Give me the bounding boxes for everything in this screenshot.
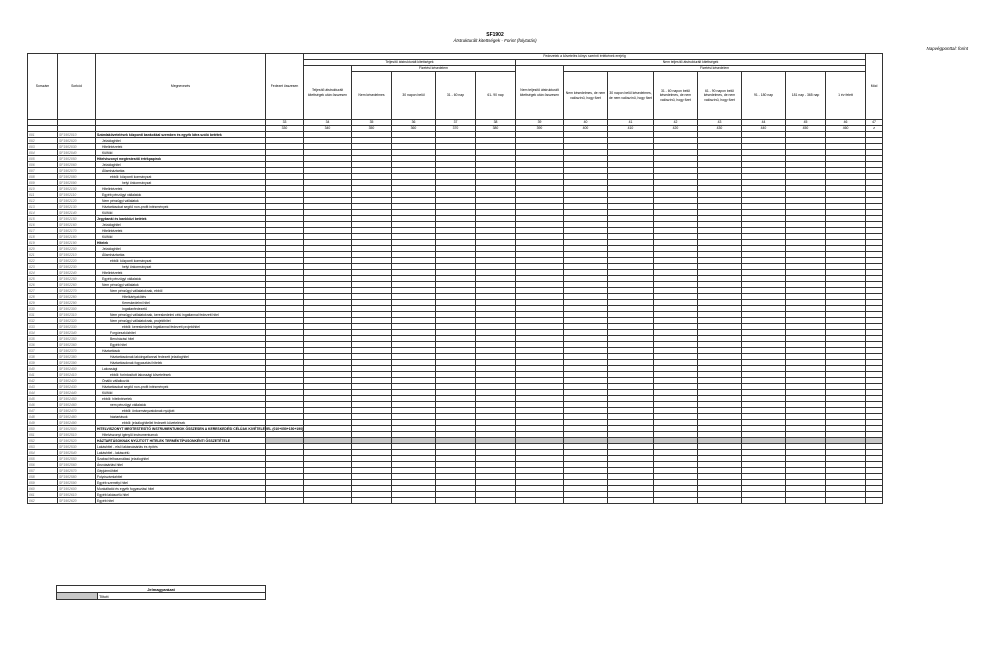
row-code: SF1902390 bbox=[58, 360, 96, 366]
row-number: 013 bbox=[28, 204, 58, 210]
data-cell bbox=[654, 498, 698, 504]
row-number: 025 bbox=[28, 276, 58, 282]
report-code: SF1902 bbox=[486, 32, 504, 38]
row-code: SF1902170 bbox=[58, 228, 96, 234]
col-code: 420 bbox=[654, 126, 698, 132]
row-number: 041 bbox=[28, 372, 58, 378]
col-number: 37 bbox=[436, 120, 476, 126]
data-cell bbox=[436, 498, 476, 504]
row-label: helyi önkormányzat bbox=[96, 180, 266, 186]
row-code: SF1902500 bbox=[58, 426, 96, 432]
header-sorszam: Sorszám bbox=[28, 54, 58, 120]
row-label: Külföld bbox=[96, 234, 266, 240]
row-code: SF1902190 bbox=[58, 240, 96, 246]
col-code: 430 bbox=[698, 126, 742, 132]
row-label: Hitelviszonyt megtestesítő értékpapírok bbox=[96, 156, 266, 162]
row-code: SF1902460 bbox=[58, 402, 96, 408]
row-code: SF1902380 bbox=[58, 354, 96, 360]
row-label: Külföld bbox=[96, 210, 266, 216]
col-number: 42 bbox=[654, 120, 698, 126]
col-code: 340 bbox=[304, 126, 352, 132]
header-c45: 181 nap - 365 nap bbox=[786, 72, 826, 120]
row-code: SF1902060 bbox=[58, 162, 96, 168]
row-number: 044 bbox=[28, 390, 58, 396]
row-number: 045 bbox=[28, 396, 58, 402]
header-c46: 1 év felett bbox=[826, 72, 866, 120]
row-code: SF1902090 bbox=[58, 180, 96, 186]
row-code: SF1902120 bbox=[58, 198, 96, 204]
header-megnevezes: Megnevezés bbox=[96, 54, 266, 120]
row-label: ebből: kereskedelmi ingatlannal fedezett projekthitel bbox=[96, 324, 266, 330]
row-number: 052 bbox=[28, 438, 58, 444]
row-code: SF1902410 bbox=[58, 372, 96, 378]
row-number: 007 bbox=[28, 168, 58, 174]
row-code: SF1902340 bbox=[58, 330, 96, 336]
row-label: Háztartásokat segítő non-profit intézmények bbox=[96, 384, 266, 390]
row-code: SF1902240 bbox=[58, 270, 96, 276]
col-code: 350 bbox=[352, 126, 392, 132]
row-code: SF1902140 bbox=[58, 210, 96, 216]
row-label: Ingatlanfedezetű bbox=[96, 306, 266, 312]
row-code: SF1902070 bbox=[58, 168, 96, 174]
row-number: 028 bbox=[28, 294, 58, 300]
row-code: SF1902540 bbox=[58, 450, 96, 456]
row-label: Jelzáloghitel bbox=[96, 162, 266, 168]
row-label: ebből: hitelintézetek bbox=[96, 396, 266, 402]
row-label: Folyószámlahitel bbox=[96, 474, 266, 480]
row-label: Egyéb lakáscélú hitel bbox=[96, 492, 266, 498]
row-number: 003 bbox=[28, 144, 58, 150]
row-label: helyi önkormányzat bbox=[96, 264, 266, 270]
col-code: z bbox=[866, 126, 883, 132]
row-label: ebből: központi kormányzat bbox=[96, 174, 266, 180]
header-c34: Teljesítő átstrukturált kitettségek után összesen bbox=[304, 66, 352, 120]
row-number: 020 bbox=[28, 246, 58, 252]
row-number: 015 bbox=[28, 216, 58, 222]
row-label: Önálló vállalkozók bbox=[96, 378, 266, 384]
data-cell bbox=[786, 498, 826, 504]
row-number: 030 bbox=[28, 306, 58, 312]
row-number: 047 bbox=[28, 408, 58, 414]
row-code: SF1902530 bbox=[58, 444, 96, 450]
row-number: 022 bbox=[28, 258, 58, 264]
row-code: SF1902580 bbox=[58, 474, 96, 480]
row-number: 027 bbox=[28, 288, 58, 294]
row-code: SF1902080 bbox=[58, 174, 96, 180]
row-label: ebből: önkormányzatoknak nyújtott bbox=[96, 408, 266, 414]
row-code: SF1902270 bbox=[58, 288, 96, 294]
row-code: SF1902220 bbox=[58, 258, 96, 264]
header-fizetesi-a: Fizetési késedelem bbox=[352, 66, 516, 72]
col-number: 46 bbox=[826, 120, 866, 126]
row-label: Államháztartás bbox=[96, 252, 266, 258]
row-label: Jelzáloghitel bbox=[96, 138, 266, 144]
row-label: Háztartásoknak fogyasztási hitelek bbox=[96, 360, 266, 366]
col-number: 38 bbox=[476, 120, 516, 126]
col-code: 380 bbox=[476, 126, 516, 132]
row-number: 039 bbox=[28, 360, 58, 366]
col-number: 33 bbox=[266, 120, 304, 126]
row-number: 024 bbox=[28, 270, 58, 276]
legend-gray-swatch bbox=[57, 593, 98, 600]
row-number: 058 bbox=[28, 474, 58, 480]
row-code: SF1902280 bbox=[58, 294, 96, 300]
row-number: 005 bbox=[28, 156, 58, 162]
row-code: SF1902520 bbox=[58, 438, 96, 444]
header-c36: 30 napon belül bbox=[392, 72, 436, 120]
col-number: 35 bbox=[352, 120, 392, 126]
header-group-nonperforming: Nem teljesítő átstrukturált kitettségek bbox=[516, 60, 866, 66]
row-number: 042 bbox=[28, 378, 58, 384]
col-number: 39 bbox=[516, 120, 564, 126]
row-number: 014 bbox=[28, 210, 58, 216]
col-number: 41 bbox=[608, 120, 654, 126]
data-cell bbox=[742, 498, 786, 504]
row-code: SF1902020 bbox=[58, 138, 96, 144]
row-number: 055 bbox=[28, 456, 58, 462]
row-code: SF1902290 bbox=[58, 300, 96, 306]
row-label: háztartások bbox=[96, 414, 266, 420]
data-cell bbox=[516, 498, 564, 504]
row-label: ebből: forintosított lakossági követelések bbox=[96, 372, 266, 378]
row-number: 012 bbox=[28, 198, 58, 204]
row-code: SF1902620 bbox=[58, 498, 96, 504]
col-code: 390 bbox=[516, 126, 564, 132]
row-code: SF1902600 bbox=[58, 486, 96, 492]
unit-label: Napvégponttal: forint bbox=[926, 46, 968, 51]
row-number: 051 bbox=[28, 432, 58, 438]
row-label: Hitelviszonyt igénylő instrumentumok bbox=[96, 432, 266, 438]
row-code: SF1902330 bbox=[58, 324, 96, 330]
row-label: Jegybanki és bankközi betétek bbox=[96, 216, 266, 222]
row-label: Külföld bbox=[96, 150, 266, 156]
row-number: 043 bbox=[28, 384, 58, 390]
col-code: 330 bbox=[266, 126, 304, 132]
row-code: SF1902430 bbox=[58, 384, 96, 390]
row-number: 040 bbox=[28, 366, 58, 372]
header-c38: 61- 90 nap bbox=[476, 72, 516, 120]
data-cell bbox=[608, 498, 654, 504]
row-label: nem pénzügyi vállalatok bbox=[96, 402, 266, 408]
data-cell bbox=[352, 498, 392, 504]
header-c39: Nem teljesítő átstrukturált kitettségek után összesen bbox=[516, 66, 564, 120]
col-code: 440 bbox=[742, 126, 786, 132]
row-code: SF1902180 bbox=[58, 234, 96, 240]
col-code: 460 bbox=[826, 126, 866, 132]
header-c42: 31 - 60 napon belül késedelmes, de nem valószínű, hogy fizet bbox=[654, 72, 698, 120]
row-number: 004 bbox=[28, 150, 58, 156]
row-number: 032 bbox=[28, 318, 58, 324]
row-code: SF1902550 bbox=[58, 456, 96, 462]
row-number: 061 bbox=[28, 492, 58, 498]
row-label: Egyéb hitel bbox=[96, 342, 266, 348]
header-fedezet: Fedezet összesen bbox=[266, 54, 304, 120]
row-number: 017 bbox=[28, 228, 58, 234]
row-label: Számlakövetelések központi bankokkal szemben és egyéb látra szóló betétek bbox=[96, 132, 266, 138]
row-number: 033 bbox=[28, 324, 58, 330]
header-c43: 61 - 90 napon belül késedelmes, de nem valószínű, hogy fizet bbox=[698, 72, 742, 120]
row-code: SF1902570 bbox=[58, 468, 96, 474]
table-body bbox=[28, 132, 883, 504]
row-label: Háztartásoknak lakóingatlannal fedezett jelzáloghitel bbox=[96, 354, 266, 360]
report-subtitle: Átstrukturált kitettségek - Forint (folytatás) bbox=[453, 38, 537, 43]
row-label: Gépjárműhitel bbox=[96, 468, 266, 474]
col-number: 47 bbox=[866, 120, 883, 126]
header-c37: 31 - 60 nap bbox=[436, 72, 476, 120]
row-number: 034 bbox=[28, 330, 58, 336]
row-code: SF1902050 bbox=[58, 156, 96, 162]
row-number: 060 bbox=[28, 486, 58, 492]
row-label: Jelzáloghitel bbox=[96, 246, 266, 252]
row-code: SF1902350 bbox=[58, 336, 96, 342]
row-label: Lakáshitel - első lakásvásárlás és építés bbox=[96, 444, 266, 450]
row-number: 062 bbox=[28, 498, 58, 504]
col-code: 370 bbox=[436, 126, 476, 132]
row-code: SF1902160 bbox=[58, 222, 96, 228]
row-label: Államháztartás bbox=[96, 168, 266, 174]
data-cell bbox=[698, 498, 742, 504]
row-label: Hitelintézetek bbox=[96, 228, 266, 234]
col-number: 36 bbox=[392, 120, 436, 126]
col-code: 400 bbox=[564, 126, 608, 132]
col-code: 360 bbox=[392, 126, 436, 132]
row-number: 049 bbox=[28, 420, 58, 426]
row-code: SF1902300 bbox=[58, 306, 96, 312]
row-code: SF1902400 bbox=[58, 366, 96, 372]
header-mod: Mód bbox=[866, 54, 883, 120]
row-code: SF1902490 bbox=[58, 420, 96, 426]
row-label: Egyéb pénzügyi vállalatok bbox=[96, 192, 266, 198]
row-label: HÁZTARTÁSOKNAK NYÚJTOTT HITELEK TERMÉKTÍPUSONKÉNTI ÖSSZETÉTELE bbox=[96, 438, 266, 444]
data-cell bbox=[266, 498, 304, 504]
row-code: SF1902480 bbox=[58, 414, 96, 420]
row-number: 008 bbox=[28, 174, 58, 180]
header-c44: 91 - 180 nap bbox=[742, 72, 786, 120]
header-sorkod: Sorkód bbox=[58, 54, 96, 120]
header-c35: Nem késedelmes bbox=[352, 72, 392, 120]
row-number: 035 bbox=[28, 336, 58, 342]
row-number: 059 bbox=[28, 480, 58, 486]
row-number: 056 bbox=[28, 462, 58, 468]
col-code: 410 bbox=[608, 126, 654, 132]
row-label: Egyéb személyi hitel bbox=[96, 480, 266, 486]
row-number: 036 bbox=[28, 342, 58, 348]
row-code: SF1902610 bbox=[58, 492, 96, 498]
row-number: 050 bbox=[28, 426, 58, 432]
data-cell bbox=[304, 498, 352, 504]
row-label: Egyéb pénzügyi vállalatok bbox=[96, 276, 266, 282]
row-label: Nem pénzügyi vállalatoknak, projekthitel bbox=[96, 318, 266, 324]
legend-gray-label: Tiltott bbox=[98, 593, 266, 600]
row-number: 018 bbox=[28, 234, 58, 240]
row-label: Nem pénzügyi vállalatok bbox=[96, 198, 266, 204]
col-number: 40 bbox=[564, 120, 608, 126]
row-label: Beruházási hitel bbox=[96, 336, 266, 342]
data-cell bbox=[866, 498, 883, 504]
row-label: Hitelek bbox=[96, 240, 266, 246]
row-code: SF1902040 bbox=[58, 150, 96, 156]
row-code: SF1902200 bbox=[58, 246, 96, 252]
row-number: 016 bbox=[28, 222, 58, 228]
row-number: 002 bbox=[28, 138, 58, 144]
row-code: SF1902510 bbox=[58, 432, 96, 438]
row-label: Hitelintézetek bbox=[96, 270, 266, 276]
row-number: 038 bbox=[28, 354, 58, 360]
row-label: Hitelintézetek bbox=[96, 186, 266, 192]
row-number: 001 bbox=[28, 132, 58, 138]
row-label: Áruvásárlási hitel bbox=[96, 462, 266, 468]
row-label: Hitelintézetek bbox=[96, 144, 266, 150]
row-label: Szabad felhasználású jelzáloghitel bbox=[96, 456, 266, 462]
legend-table bbox=[56, 585, 266, 600]
row-number: 026 bbox=[28, 282, 58, 288]
row-code: SF1902560 bbox=[58, 462, 96, 468]
data-cell bbox=[476, 498, 516, 504]
row-label: Nem pénzügyi vállalatok bbox=[96, 282, 266, 288]
row-label: Hitelkártyakötés bbox=[96, 294, 266, 300]
header-c40: Nem késedelmes, de nem valószínű, hogy fizet bbox=[564, 72, 608, 120]
header-group-performing: Teljesítő átstrukturált kitettségek bbox=[304, 60, 516, 66]
col-number: 45 bbox=[786, 120, 826, 126]
row-code: SF1902440 bbox=[58, 390, 96, 396]
row-code: SF1902030 bbox=[58, 144, 96, 150]
col-number: 34 bbox=[304, 120, 352, 126]
row-label: Nem pénzügyi vállalatoknak, kereskedelmi célú ingatlannal fedezett hitel bbox=[96, 312, 266, 318]
row-number: 010 bbox=[28, 186, 58, 192]
row-number: 031 bbox=[28, 312, 58, 318]
row-label: Lakossági bbox=[96, 366, 266, 372]
row-number: 009 bbox=[28, 180, 58, 186]
row-label: Háztartások bbox=[96, 348, 266, 354]
row-number: 037 bbox=[28, 348, 58, 354]
col-number: 44 bbox=[742, 120, 786, 126]
row-code: SF1902310 bbox=[58, 312, 96, 318]
row-number: 057 bbox=[28, 468, 58, 474]
row-code: SF1902250 bbox=[58, 276, 96, 282]
row-number: 006 bbox=[28, 162, 58, 168]
row-code: SF1902590 bbox=[58, 480, 96, 486]
row-code: SF1902210 bbox=[58, 252, 96, 258]
data-cell bbox=[564, 498, 608, 504]
row-label: Munkáltatói és egyéb fogyasztási hitel bbox=[96, 486, 266, 492]
data-table bbox=[27, 53, 883, 504]
row-code: SF1902230 bbox=[58, 264, 96, 270]
row-label: Háztartásokat segítő non-profit intézmények bbox=[96, 204, 266, 210]
row-code: SF1902100 bbox=[58, 186, 96, 192]
row-number: 023 bbox=[28, 264, 58, 270]
row-number: 046 bbox=[28, 402, 58, 408]
row-label: ebből: jelzáloghitellel fedezett követelések bbox=[96, 420, 266, 426]
row-code: SF1902150 bbox=[58, 216, 96, 222]
row-code: SF1902360 bbox=[58, 342, 96, 348]
row-label: Forgóeszközhitel bbox=[96, 330, 266, 336]
row-code: SF1902420 bbox=[58, 378, 96, 384]
row-code: SF1902470 bbox=[58, 408, 96, 414]
row-code: SF1902010 bbox=[58, 132, 96, 138]
row-code: SF1902370 bbox=[58, 348, 96, 354]
data-cell bbox=[826, 498, 866, 504]
row-code: SF1902110 bbox=[58, 192, 96, 198]
row-code: SF1902260 bbox=[58, 282, 96, 288]
row-number: 019 bbox=[28, 240, 58, 246]
header-group-top: Fedezetek a követelés könyv szerinti értékének erejéig bbox=[304, 54, 866, 60]
row-label: Nem pénzügyi vállalatoknak, ebből bbox=[96, 288, 266, 294]
col-code: 450 bbox=[786, 126, 826, 132]
row-code: SF1902130 bbox=[58, 204, 96, 210]
row-label: Egyéb hitel bbox=[96, 498, 266, 504]
row-code: SF1902320 bbox=[58, 318, 96, 324]
data-cell bbox=[392, 498, 436, 504]
legend-title: Jelmagyarázat bbox=[57, 586, 266, 593]
row-number: 048 bbox=[28, 414, 58, 420]
row-label: Lakáshitel - lakáscélú bbox=[96, 450, 266, 456]
row-code: SF1902450 bbox=[58, 396, 96, 402]
row-label: Jelzáloghitel bbox=[96, 222, 266, 228]
row-label: Külföld bbox=[96, 390, 266, 396]
row-number: 021 bbox=[28, 252, 58, 258]
table-row bbox=[28, 498, 883, 504]
row-number: 054 bbox=[28, 450, 58, 456]
header-fizetesi-b: Fizetési késedelem bbox=[564, 66, 866, 72]
row-label: Kereskedelmi hitel bbox=[96, 300, 266, 306]
row-label: ebből: központi kormányzat bbox=[96, 258, 266, 264]
row-number: 011 bbox=[28, 192, 58, 198]
row-label: HITELVISZONYT MEGTESTESÍTŐ INSTRUMENTUMOK ÖSSZESEN A KERESKEDÉSI CÉLÚAK KIVÉTELÉVEL (010+050+150+190) bbox=[97, 426, 304, 431]
row-number: 029 bbox=[28, 300, 58, 306]
col-number: 43 bbox=[698, 120, 742, 126]
header-c41: 30 napon belül késedelmes, de nem valószínű, hogy fizet bbox=[608, 72, 654, 120]
row-number: 053 bbox=[28, 444, 58, 450]
